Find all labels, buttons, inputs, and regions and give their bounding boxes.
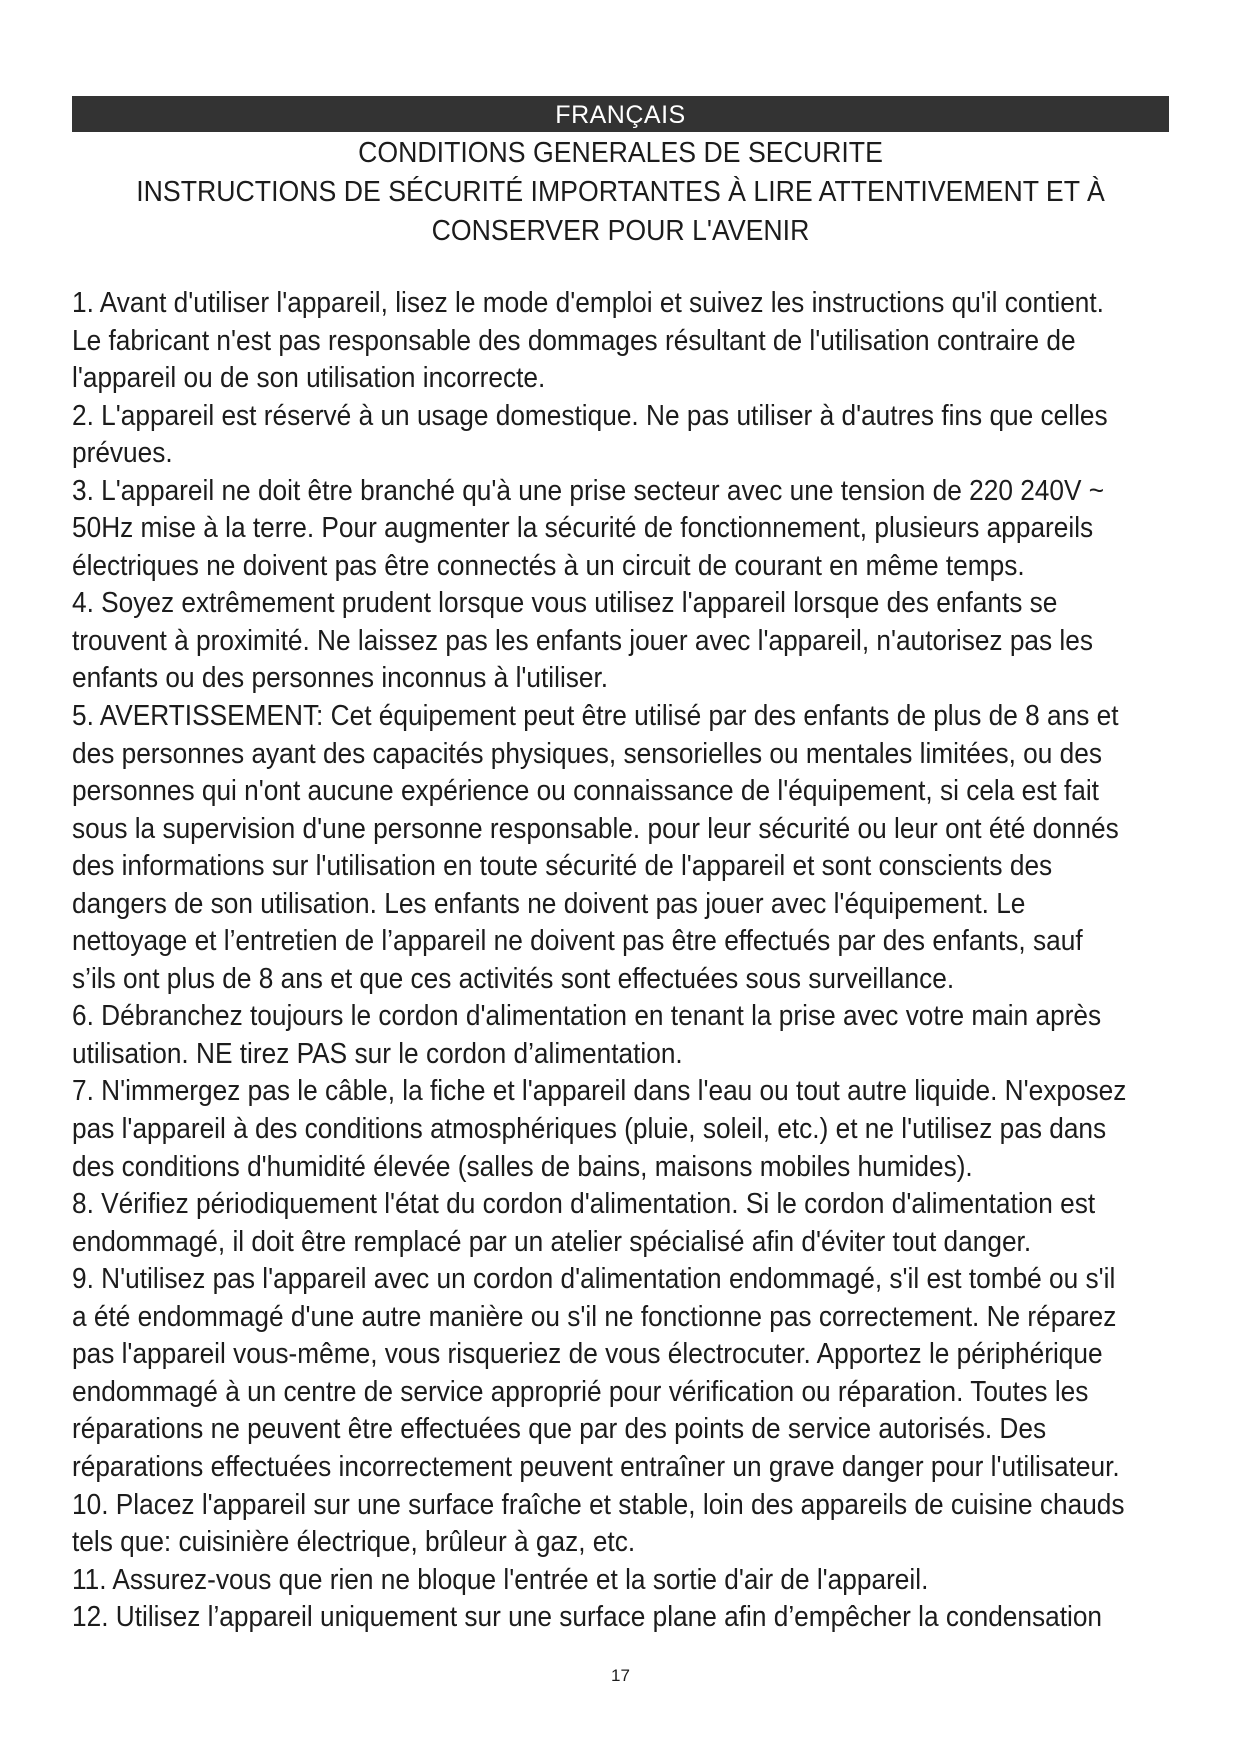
text-line: 7. N'immergez pas le câble, la fiche et l'appareil dans l'eau ou tout autre liquide. N'exposez [72, 1075, 1127, 1108]
text-line: des personnes ayant des capacités physiques, sensorielles ou mentales limitées, ou des [72, 737, 1102, 770]
text-line: réparations ne peuvent être effectuées que par des points de service autorisés. Des [72, 1413, 1047, 1446]
text-line: 9. N'utilisez pas l'appareil avec un cordon d'alimentation endommagé, s'il est tombé ou s'il [72, 1263, 1116, 1296]
text-line: endommagé à un centre de service approprié pour vérification ou réparation. Toutes les [72, 1375, 1089, 1408]
safety-heading [116, 134, 1125, 251]
text-line: 3. L'appareil ne doit être branché qu'à une prise secteur avec une tension de 220 240V ~ [72, 474, 1105, 507]
text-line: des conditions d'humidité élevée (salles de bains, maisons mobiles humides). [72, 1150, 973, 1183]
text-line: personnes qui n'ont aucune expérience ou connaissance de l'équipement, si cela est fait [72, 775, 1099, 808]
text-line: nettoyage et l’entretien de l’appareil ne doivent pas être effectués par des enfants, sauf [72, 925, 1083, 958]
text-line: sous la supervision d'une personne responsable. pour leur sécurité ou leur ont été donnés [72, 812, 1119, 845]
page-number: 17 [611, 1666, 630, 1685]
text-line: trouvent à proximité. Ne laissez pas les enfants jouer avec l'appareil, n'autorisez pas les [72, 624, 1093, 657]
text-line: enfants ou des personnes inconnus à l'utiliser. [72, 662, 609, 695]
text-line: tels que: cuisinière électrique, brûleur à gaz, etc. [72, 1526, 636, 1559]
text-line: 2. L'appareil est réservé à un usage domestique. Ne pas utiliser à d'autres fins que celles [72, 399, 1108, 432]
text-line: 11. Assurez-vous que rien ne bloque l'entrée et la sortie d'air de l'appareil. [72, 1563, 929, 1596]
text-line: s’ils ont plus de 8 ans et que ces activités sont effectuées sous surveillance. [72, 962, 955, 995]
text-line: 1. Avant d'utiliser l'appareil, lisez le mode d'emploi et suivez les instructions qu'il contient. [72, 287, 1104, 319]
text-line: 5. AVERTISSEMENT: Cet équipement peut être utilisé par des enfants de plus de 8 ans et [72, 700, 1119, 733]
safety-instructions-text [72, 285, 1158, 1637]
text-line: 4. Soyez extrêmement prudent lorsque vous utilisez l'appareil lorsque des enfants se [72, 587, 1058, 620]
text-line: 8. Vérifiez périodiquement l'état du cordon d'alimentation. Si le cordon d'alimentation est [72, 1188, 1096, 1221]
text-line: dangers de son utilisation. Les enfants ne doivent pas jouer avec l'équipement. Le [72, 887, 1026, 920]
text-line: réparations effectuées incorrectement peuvent entraîner un grave danger pour l'utilisateur. [72, 1450, 1120, 1483]
text-line: des informations sur l'utilisation en toute sécurité de l'appareil et sont conscients des [72, 850, 1053, 883]
text-line: a été endommagé d'une autre manière ou s'il ne fonctionne pas correctement. Ne réparez [72, 1300, 1117, 1333]
text-line: endommagé, il doit être remplacé par un atelier spécialisé afin d'éviter tout danger. [72, 1225, 1032, 1258]
text-line: électriques ne doivent pas être connectés à un circuit de courant en même temps. [72, 549, 1025, 582]
text-line: prévues. [72, 437, 173, 470]
text-line: utilisation. NE tirez PAS sur le cordon d’alimentation. [72, 1037, 683, 1070]
text-line: pas l'appareil à des conditions atmosphériques (pluie, soleil, etc.) et ne l'utilisez pas dans [72, 1113, 1107, 1146]
heading-line-1: CONDITIONS GENERALES DE SECURITE [358, 137, 883, 169]
text-line: 12. Utilisez l’appareil uniquement sur une surface plane afin d’empêcher la condensation [72, 1601, 1103, 1634]
text-line: 50Hz mise à la terre. Pour augmenter la sécurité de fonctionnement, plusieurs appareils [72, 512, 1094, 545]
text-line: Le fabricant n'est pas responsable des dommages résultant de l'utilisation contraire de [72, 324, 1076, 357]
heading-line-2: INSTRUCTIONS DE SÉCURITÉ IMPORTANTES À LIRE ATTENTIVEMENT ET À [136, 176, 1105, 208]
language-header-bar: FRANÇAIS [72, 96, 1169, 132]
text-line: pas l'appareil vous-même, vous risqueriez de vous électrocuter. Apportez le périphérique [72, 1338, 1103, 1371]
text-line: l'appareil ou de son utilisation incorrecte. [72, 362, 546, 395]
heading-line-3: CONSERVER POUR L'AVENIR [431, 215, 810, 247]
text-line: 10. Placez l'appareil sur une surface fraîche et stable, loin des appareils de cuisine chauds [72, 1488, 1125, 1521]
text-line: 6. Débranchez toujours le cordon d'alimentation en tenant la prise avec votre main après [72, 1000, 1102, 1033]
